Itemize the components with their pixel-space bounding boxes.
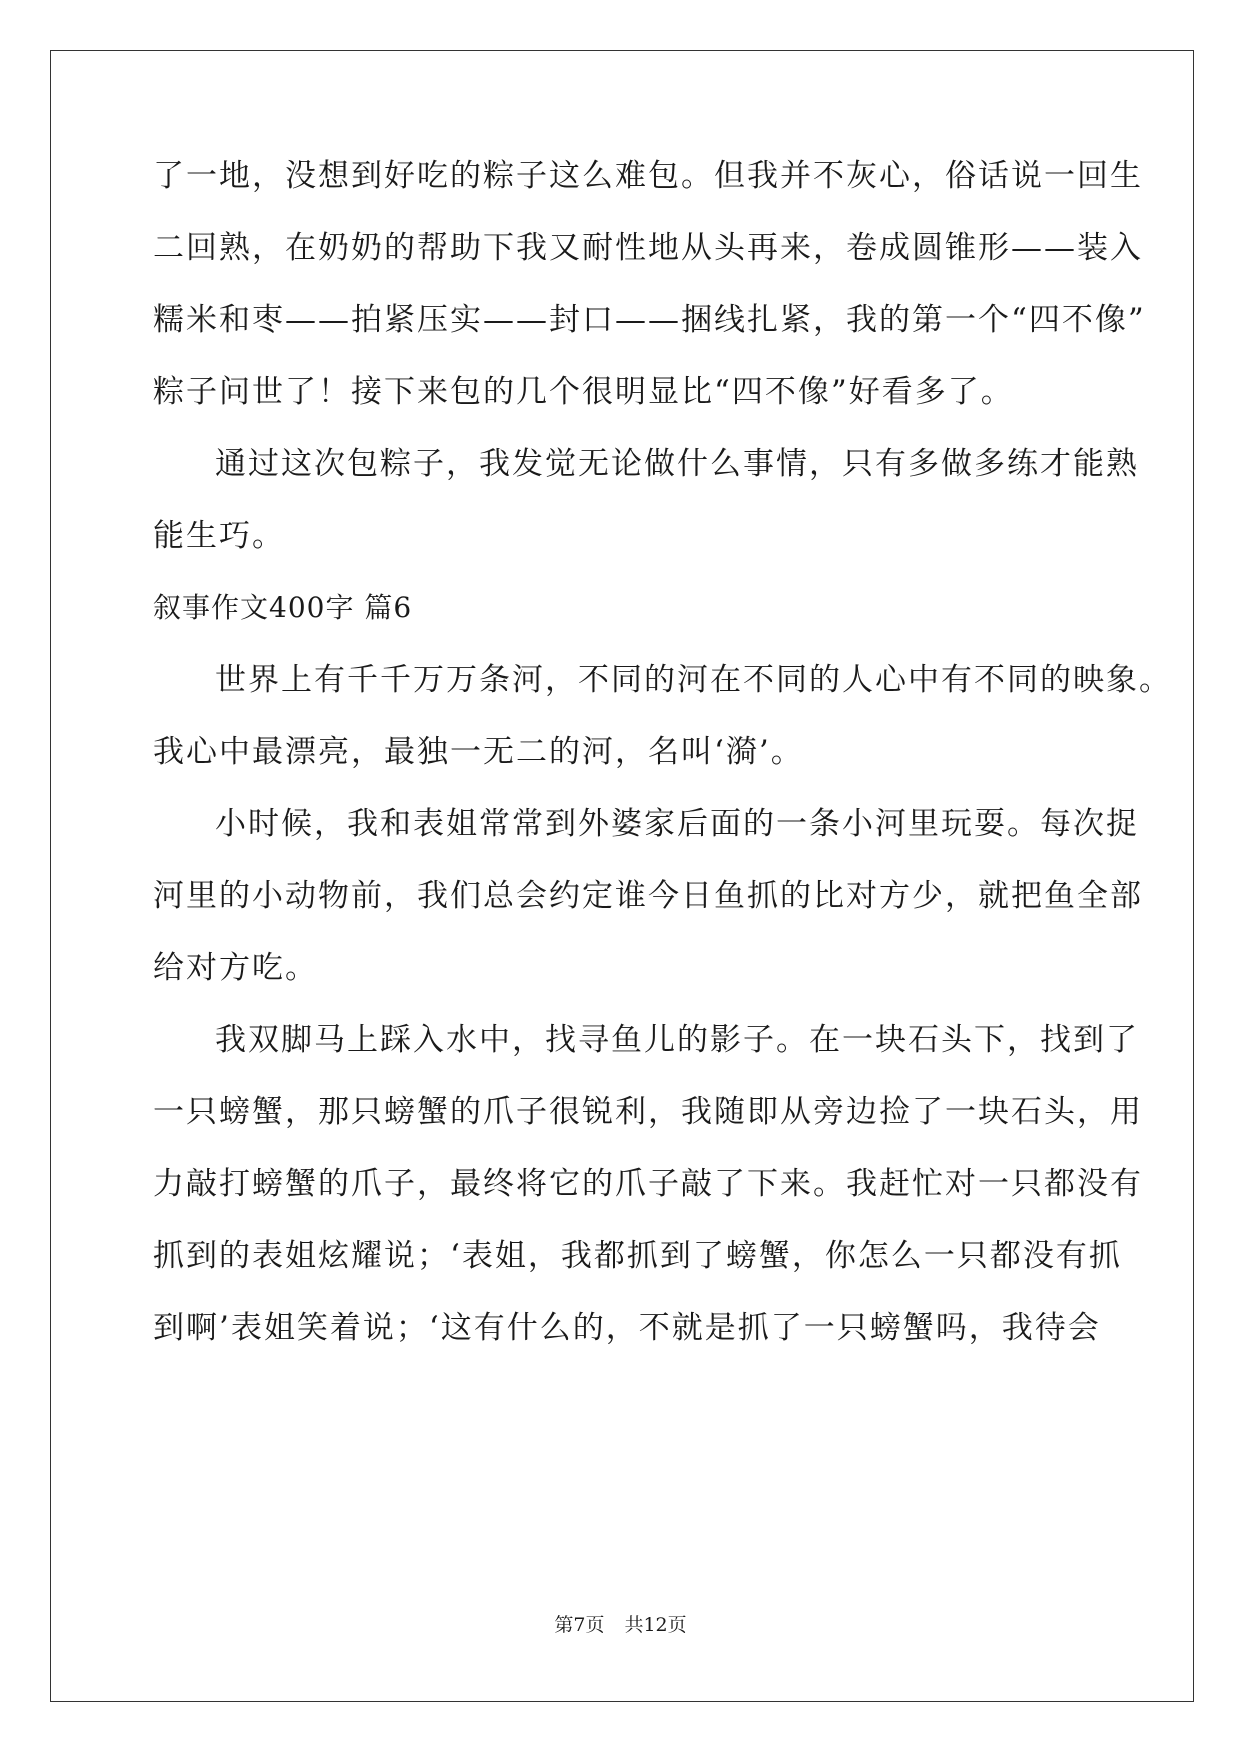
body-line: 力敲打螃蟹的爪子，最终将它的爪子敲了下来。我赶忙对一只都没有 [153,1166,1143,1202]
body-line: 河里的小动物前，我们总会约定谁今日鱼抓的比对方少，就把鱼全部 [153,878,1143,914]
paragraph-first-line: 世界上有千千万万条河，不同的河在不同的人心中有不同的映象。 [215,662,1172,698]
section-heading: 叙事作文400字 篇6 [153,591,413,624]
body-line: 了一地，没想到好吃的粽子这么难包。但我并不灰心，俗话说一回生 [153,158,1143,194]
body-line: 到啊’表姐笑着说；‘这有什么的，不就是抓了一只螃蟹吗，我待会 [153,1310,1101,1346]
body-line: 糯米和枣——拍紧压实——封口——捆线扎紧，我的第一个“四不像” [153,302,1146,338]
body-line: 抓到的表姐炫耀说；‘表姐，我都抓到了螃蟹，你怎么一只都没有抓 [153,1238,1122,1274]
body-line: 给对方吃。 [153,950,318,986]
body-line: 粽子问世了！接下来包的几个很明显比“四不像”好看多了。 [153,374,1014,410]
paragraph-first-line: 通过这次包粽子，我发觉无论做什么事情，只有多做多练才能熟 [215,446,1139,482]
body-line: 我心中最漂亮，最独一无二的河，名叫‘漪’。 [153,734,804,770]
page-number: 第7页 [554,1614,605,1636]
body-line: 能生巧。 [153,518,285,554]
body-line: 一只螃蟹，那只螃蟹的爪子很锐利，我随即从旁边捡了一块石头，用 [153,1094,1143,1130]
page-total: 共12页 [624,1614,687,1636]
body-line: 二回熟，在奶奶的帮助下我又耐性地从头再来，卷成圆锥形——装入 [153,230,1143,266]
paragraph-first-line: 我双脚马上踩入水中，找寻鱼儿的影子。在一块石头下，找到了 [215,1022,1139,1058]
page-footer [0,1612,1241,1638]
paragraph-first-line: 小时候，我和表姐常常到外婆家后面的一条小河里玩耍。每次捉 [215,806,1139,842]
